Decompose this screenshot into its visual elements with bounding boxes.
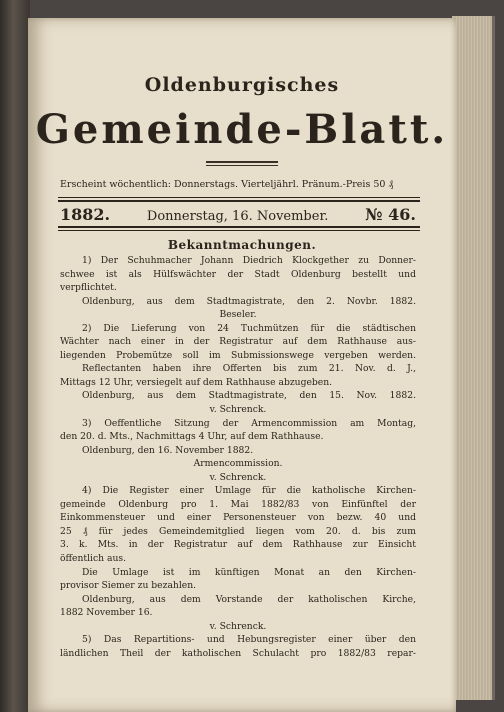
book-binding-left <box>0 0 30 712</box>
text-line: Beseler. <box>219 309 257 321</box>
text-line: öffentlich aus. <box>60 553 126 565</box>
text-line: Wächter nach einer in der Registratur auf dem Rathhause aus- <box>60 336 416 348</box>
text-line: Oldenburg, aus dem Stadtmagistrate, den 2. Novbr. 1882. <box>82 295 416 307</box>
top-rule <box>58 197 420 198</box>
text-line: 3) Oeffentliche Sitzung der Armencommission am Montag, <box>82 417 416 429</box>
publication-info: Erscheint wöchentlich: Donnerstags. Vierteljährl. Pränum.-Preis 50 ₰ <box>60 179 394 190</box>
top-rule-thick <box>58 200 420 202</box>
issue-year: 1882. <box>60 205 111 224</box>
text-line: gemeinde Oldenburg pro 1. Mai 1882/83 von Einfünftel der <box>60 498 416 510</box>
text-line: 1882 November 16. <box>60 607 153 619</box>
page-edges <box>452 16 495 700</box>
issue-number: № 46. <box>365 205 416 224</box>
issue-date: Donnerstag, 16. November. <box>146 209 329 224</box>
dateline <box>60 205 416 224</box>
text-line: provisor Siemer zu bezahlen. <box>60 580 197 592</box>
text-line: Einkommensteuer und einer Personensteuer von bezw. 40 und <box>60 512 416 524</box>
masthead-subtitle: Oldenburgisches <box>144 74 340 96</box>
text-line: den 20. d. Mts., Nachmittags 4 Uhr, auf dem Rathhause. <box>60 431 324 443</box>
masthead-ornament <box>206 161 278 167</box>
text-line: Oldenburg, aus dem Stadtmagistrate, den 15. Nov. 1882. <box>82 390 416 402</box>
text-line: v. Schrenck. <box>209 620 267 632</box>
newspaper-page <box>28 18 456 712</box>
text-line: 2) Die Lieferung von 24 Tuchmützen für die städtischen <box>82 322 416 334</box>
bottom-rule-thick <box>58 226 420 228</box>
text-line: Armencommission. <box>193 458 283 470</box>
text-line: 25 ₰ für jedes Gemeindemitglied liegen vom 20. d. bis zum <box>60 525 416 537</box>
announcements-body <box>60 254 416 660</box>
text-line: ländlichen Theil der katholischen Schulacht pro 1882/83 repar- <box>60 647 416 659</box>
text-line: verpflichtet. <box>60 282 117 294</box>
text-line: Mittags 12 Uhr, versiegelt auf dem Rathhause abzugeben. <box>60 376 333 388</box>
text-line: 5) Das Repartitions- und Hebungsregister einer über den <box>82 634 416 646</box>
text-line: Die Umlage ist im künftigen Monat an den Kirchen- <box>82 566 416 578</box>
text-line: 3. k. Mts. in der Registratur auf dem Rathhause zur Einsicht <box>60 539 416 551</box>
section-heading: Bekanntmachungen. <box>167 238 317 252</box>
bottom-rule <box>58 230 420 231</box>
text-line: v. Schrenck. <box>209 404 267 416</box>
text-line: liegenden Probemütze soll im Submissionswege vergeben werden. <box>60 349 416 361</box>
text-line: schwee ist als Hülfswächter der Stadt Oldenburg bestellt und <box>60 268 416 280</box>
text-line: Oldenburg, aus dem Vorstande der katholischen Kirche, <box>82 593 416 605</box>
text-line: 4) Die Register einer Umlage für die katholische Kirchen- <box>82 485 416 497</box>
text-line: Oldenburg, den 16. November 1882. <box>82 444 254 456</box>
text-line: 1) Der Schuhmacher Johann Diedrich Klockgether zu Donner- <box>82 255 416 266</box>
text-line: v. Schrenck. <box>209 471 267 483</box>
masthead-title: Gemeinde-Blatt. <box>35 106 449 153</box>
text-line: Reflectanten haben ihre Offerten bis zum 21. Nov. d. J., <box>82 363 416 375</box>
